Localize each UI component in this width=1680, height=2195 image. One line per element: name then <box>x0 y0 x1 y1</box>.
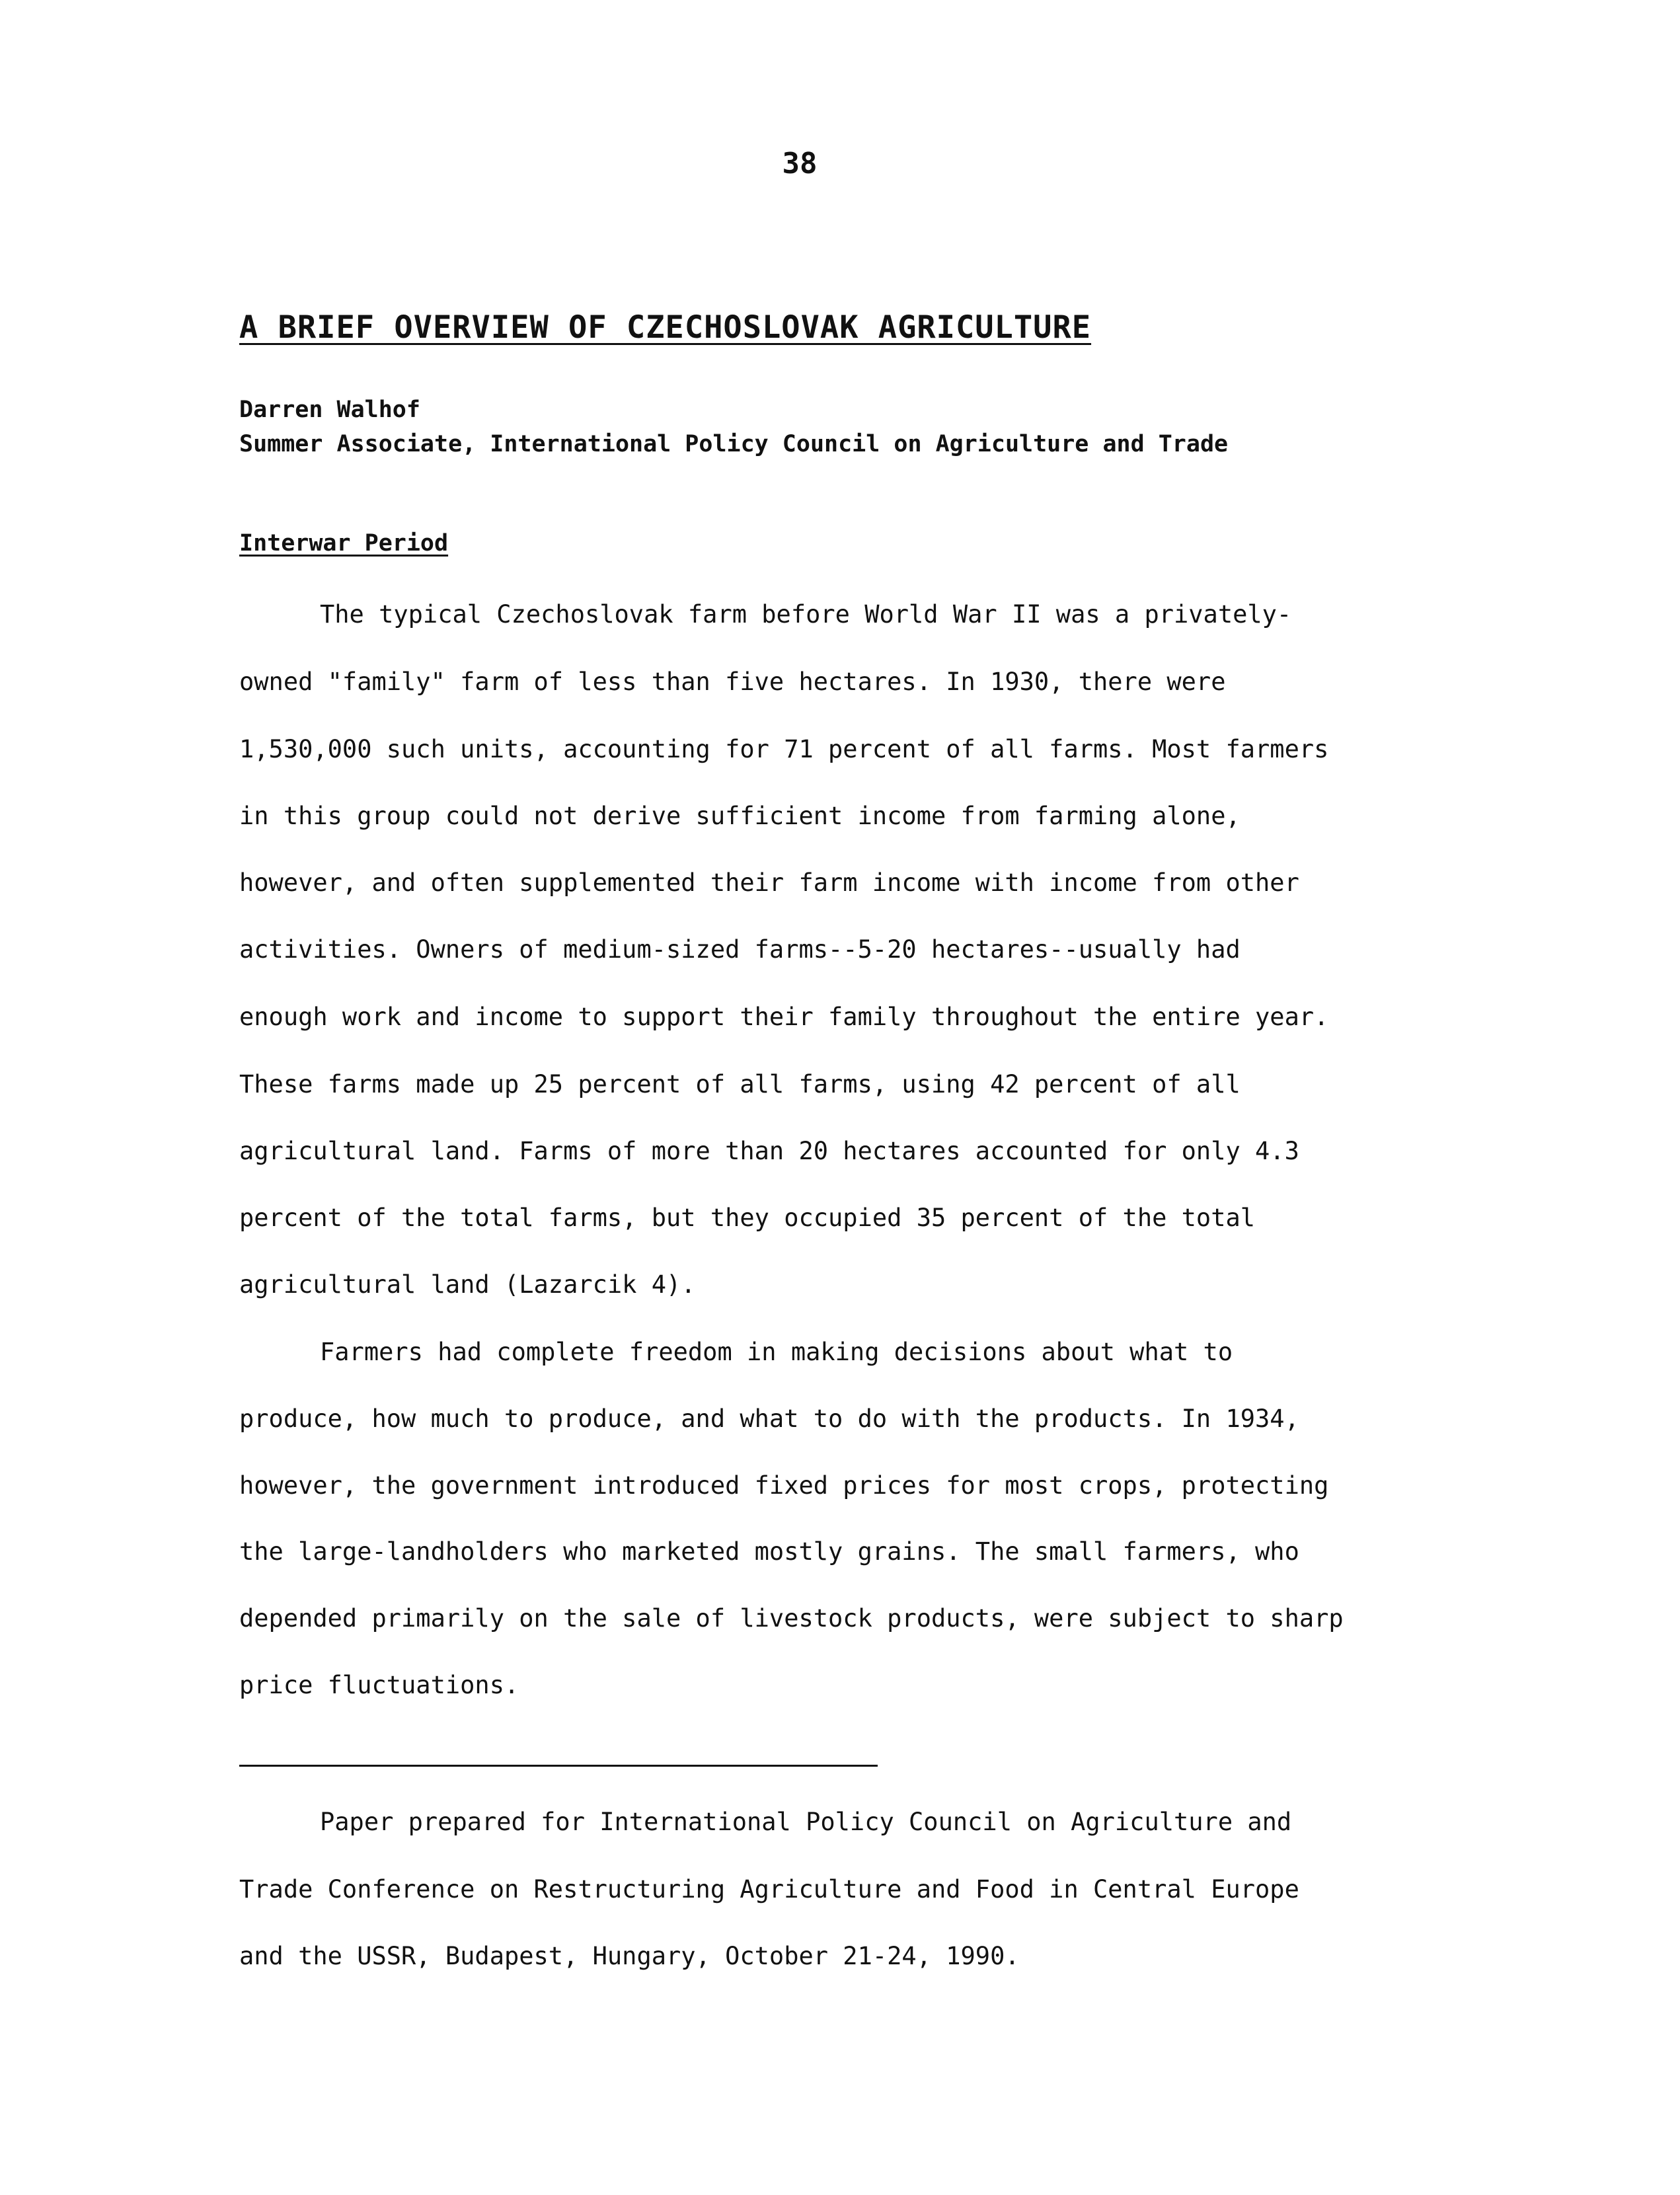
footnote-line: and the USSR, Budapest, Hungary, October 21-24, 1990. <box>239 1942 1020 1970</box>
footnote-rule <box>239 1765 878 1767</box>
document-title: A BRIEF OVERVIEW OF CZECHOSLOVAK AGRICULTURE <box>239 309 1092 346</box>
paragraph-line: in this group could not derive sufficient income from farming alone, <box>239 802 1241 830</box>
paragraph-line: These farms made up 25 percent of all farms, using 42 percent of all <box>239 1070 1241 1098</box>
paragraph-line: Farmers had complete freedom in making decisions about what to <box>320 1338 1233 1366</box>
paragraph-line: produce, how much to produce, and what to do with the products. In 1934, <box>239 1405 1299 1433</box>
paragraph-line: activities. Owners of medium-sized farms--5-20 hectares--usually had <box>239 935 1241 964</box>
footnote-line: Trade Conference on Restructuring Agriculture and Food in Central Europe <box>239 1875 1299 1904</box>
paragraph-line: price fluctuations. <box>239 1671 519 1699</box>
paragraph-line: owned "family" farm of less than five hectares. In 1930, there were <box>239 668 1226 696</box>
paragraph-line: percent of the total farms, but they occupied 35 percent of the total <box>239 1204 1256 1232</box>
paragraph-line: the large-landholders who marketed mostly grains. The small farmers, who <box>239 1537 1299 1566</box>
paragraph-line: agricultural land. Farms of more than 20 hectares accounted for only 4.3 <box>239 1137 1299 1165</box>
author-name: Darren Walhof <box>239 397 420 423</box>
footnote-line: Paper prepared for International Policy Council on Agriculture and <box>320 1808 1292 1836</box>
paragraph-line: enough work and income to support their family throughout the entire year. <box>239 1003 1329 1031</box>
paragraph-line: agricultural land (Lazarcik 4). <box>239 1270 696 1299</box>
paragraph-line: The typical Czechoslovak farm before World War II was a privately- <box>320 600 1292 629</box>
section-heading: Interwar Period <box>239 530 449 557</box>
paragraph-line: however, the government introduced fixed prices for most crops, protecting <box>239 1471 1329 1500</box>
author-affiliation: Summer Associate, International Policy Council on Agriculture and Trade <box>239 431 1229 457</box>
page-number: 38 <box>782 147 818 180</box>
paragraph-line: 1,530,000 such units, accounting for 71 percent of all farms. Most farmers <box>239 735 1329 763</box>
paragraph-line: however, and often supplemented their farm income with income from other <box>239 868 1299 897</box>
paragraph-line: depended primarily on the sale of livestock products, were subject to sharp <box>239 1604 1344 1633</box>
